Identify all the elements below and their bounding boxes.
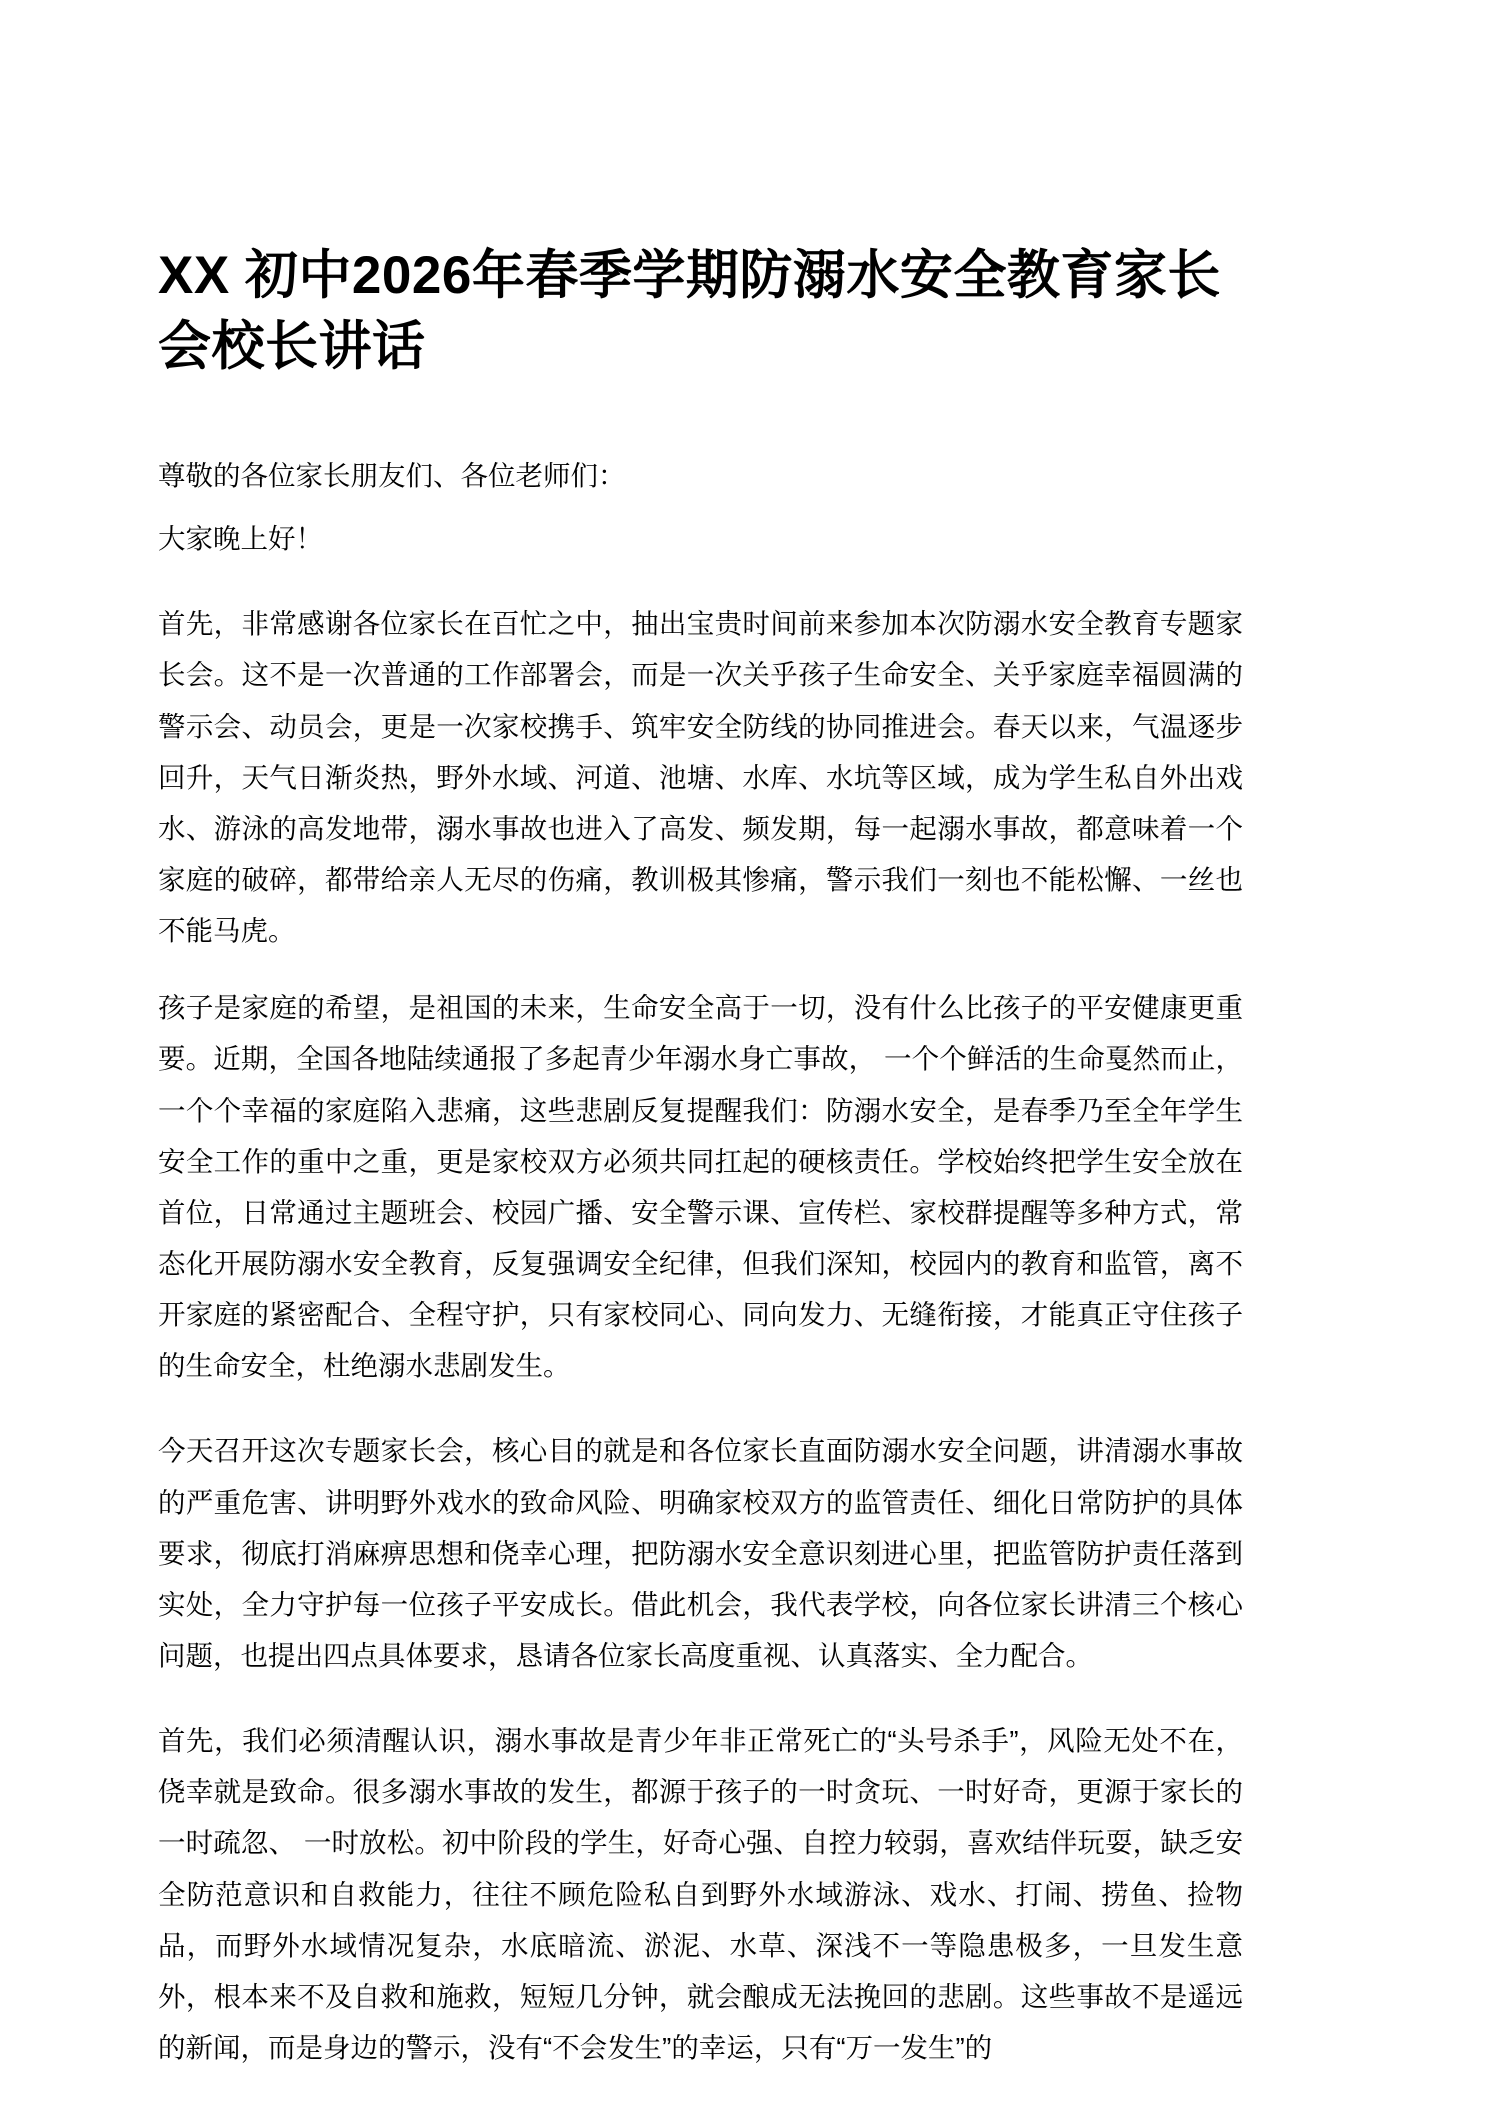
page-title (158, 0, 1243, 382)
body-paragraph-1: 首先，非常感谢各位家长在百忙之中，抽出宝贵时间前来参加本次防溺水安全教育专题家长会。这不是一次普通的工作部署会，而是一次关乎孩子生命安全、关乎家庭幸福圆满的警示会、动员会，更是一次家校携手、筑牢安全防线的协同推进会。春天以来，气温逐步回升，天气日渐炎热，野外水域、河道、池塘、水库、水坑等区域，成为学生私自外出戏水、游泳的高发地带，溺水事故也进入了高发、频发期，每一起溺水事故，都意味着一个家庭的破碎，都带给亲人无尽的伤痛，教训极其惨痛，警示我们一刻也不能松懈、一丝也不能马虎。 (158, 608, 1243, 947)
page-title-line-2: 全教育家长会校长讲话 (158, 246, 1221, 377)
body-paragraph-2: 孩子是家庭的希望，是祖国的未来，生命安全高于一切，没有什么比孩子的平安健康更重要。近期，全国各地陆续通报了多起青少年溺水身亡事故， 一个个鲜活的生命戛然而止，一个个幸福的家庭陷入悲痛，这些悲剧反复提醒我们：防溺水安全，是春季乃至全年学生安全工作的重中之重，更是家校双方必须共同扛起的硬核责任。学校始终把学生安全放在首位，日常通过主题班会、校园广播、安全警示课、宣传栏、家校群提醒等多种方式，常态化开展防溺水安全教育，反复强调安全纪律，但我们深知，校园内的教育和监管，离不开家庭的紧密配合、全程守护，只有家校同心、同向发力、无缝衔接，才能真正守住孩子的生命安全，杜绝溺水悲剧发生。 (158, 992, 1243, 1382)
body-paragraph-4: 首先，我们必须清醒认识，溺水事故是青少年非正常死亡的“头号杀手”，风险无处不在，侥幸就是致命。很多溺水事故的发生，都源于孩子的一时贪玩、一时好奇，更源于家长的一时疏忽、 一时放松。初中阶段的学生，好奇心强、自控力较弱，喜欢结伴玩耍，缺乏安全防范意识和自救能力，往往不顾危险私自到野外水域游泳、戏水、打闹、捞鱼、捡物品，而野外水域情况复杂，水底暗流、淤泥、水草、深浅不一等隐患极多，一旦发生意外，根本来不及自救和施救，短短几分钟，就会酿成无法挽回的悲剧。这些事故不是遥远的新闻，而是身边的警示，没有“不会发生”的幸运，只有“万一发生”的 (158, 1725, 1243, 2063)
body-paragraph-3: 今天召开这次专题家长会，核心目的就是和各位家长直面防溺水安全问题，讲清溺水事故的严重危害、讲明野外戏水的致命风险、明确家校双方的监管责任、细化日常防护的具体要求，彻底打消麻痹思想和侥幸心理，把防溺水安全意识刻进心里，把监管防护责任落到实处，全力守护每一位孩子平安成长。借此机会，我代表学校，向各位家长讲清三个核心问题，也提出四点具体要求，恳请各位家长高度重视、认真落实、全力配合。 (158, 1435, 1243, 1671)
page-title-line-1: XX 初中2026年春季学期防溺水安 (158, 246, 954, 305)
document-body (158, 450, 1243, 2073)
document-content (158, 0, 1243, 2073)
salutation-paragraph: 尊敬的各位家长朋友们、各位老师们： (158, 460, 626, 492)
greeting-paragraph: 大家晚上好！ (158, 523, 323, 555)
